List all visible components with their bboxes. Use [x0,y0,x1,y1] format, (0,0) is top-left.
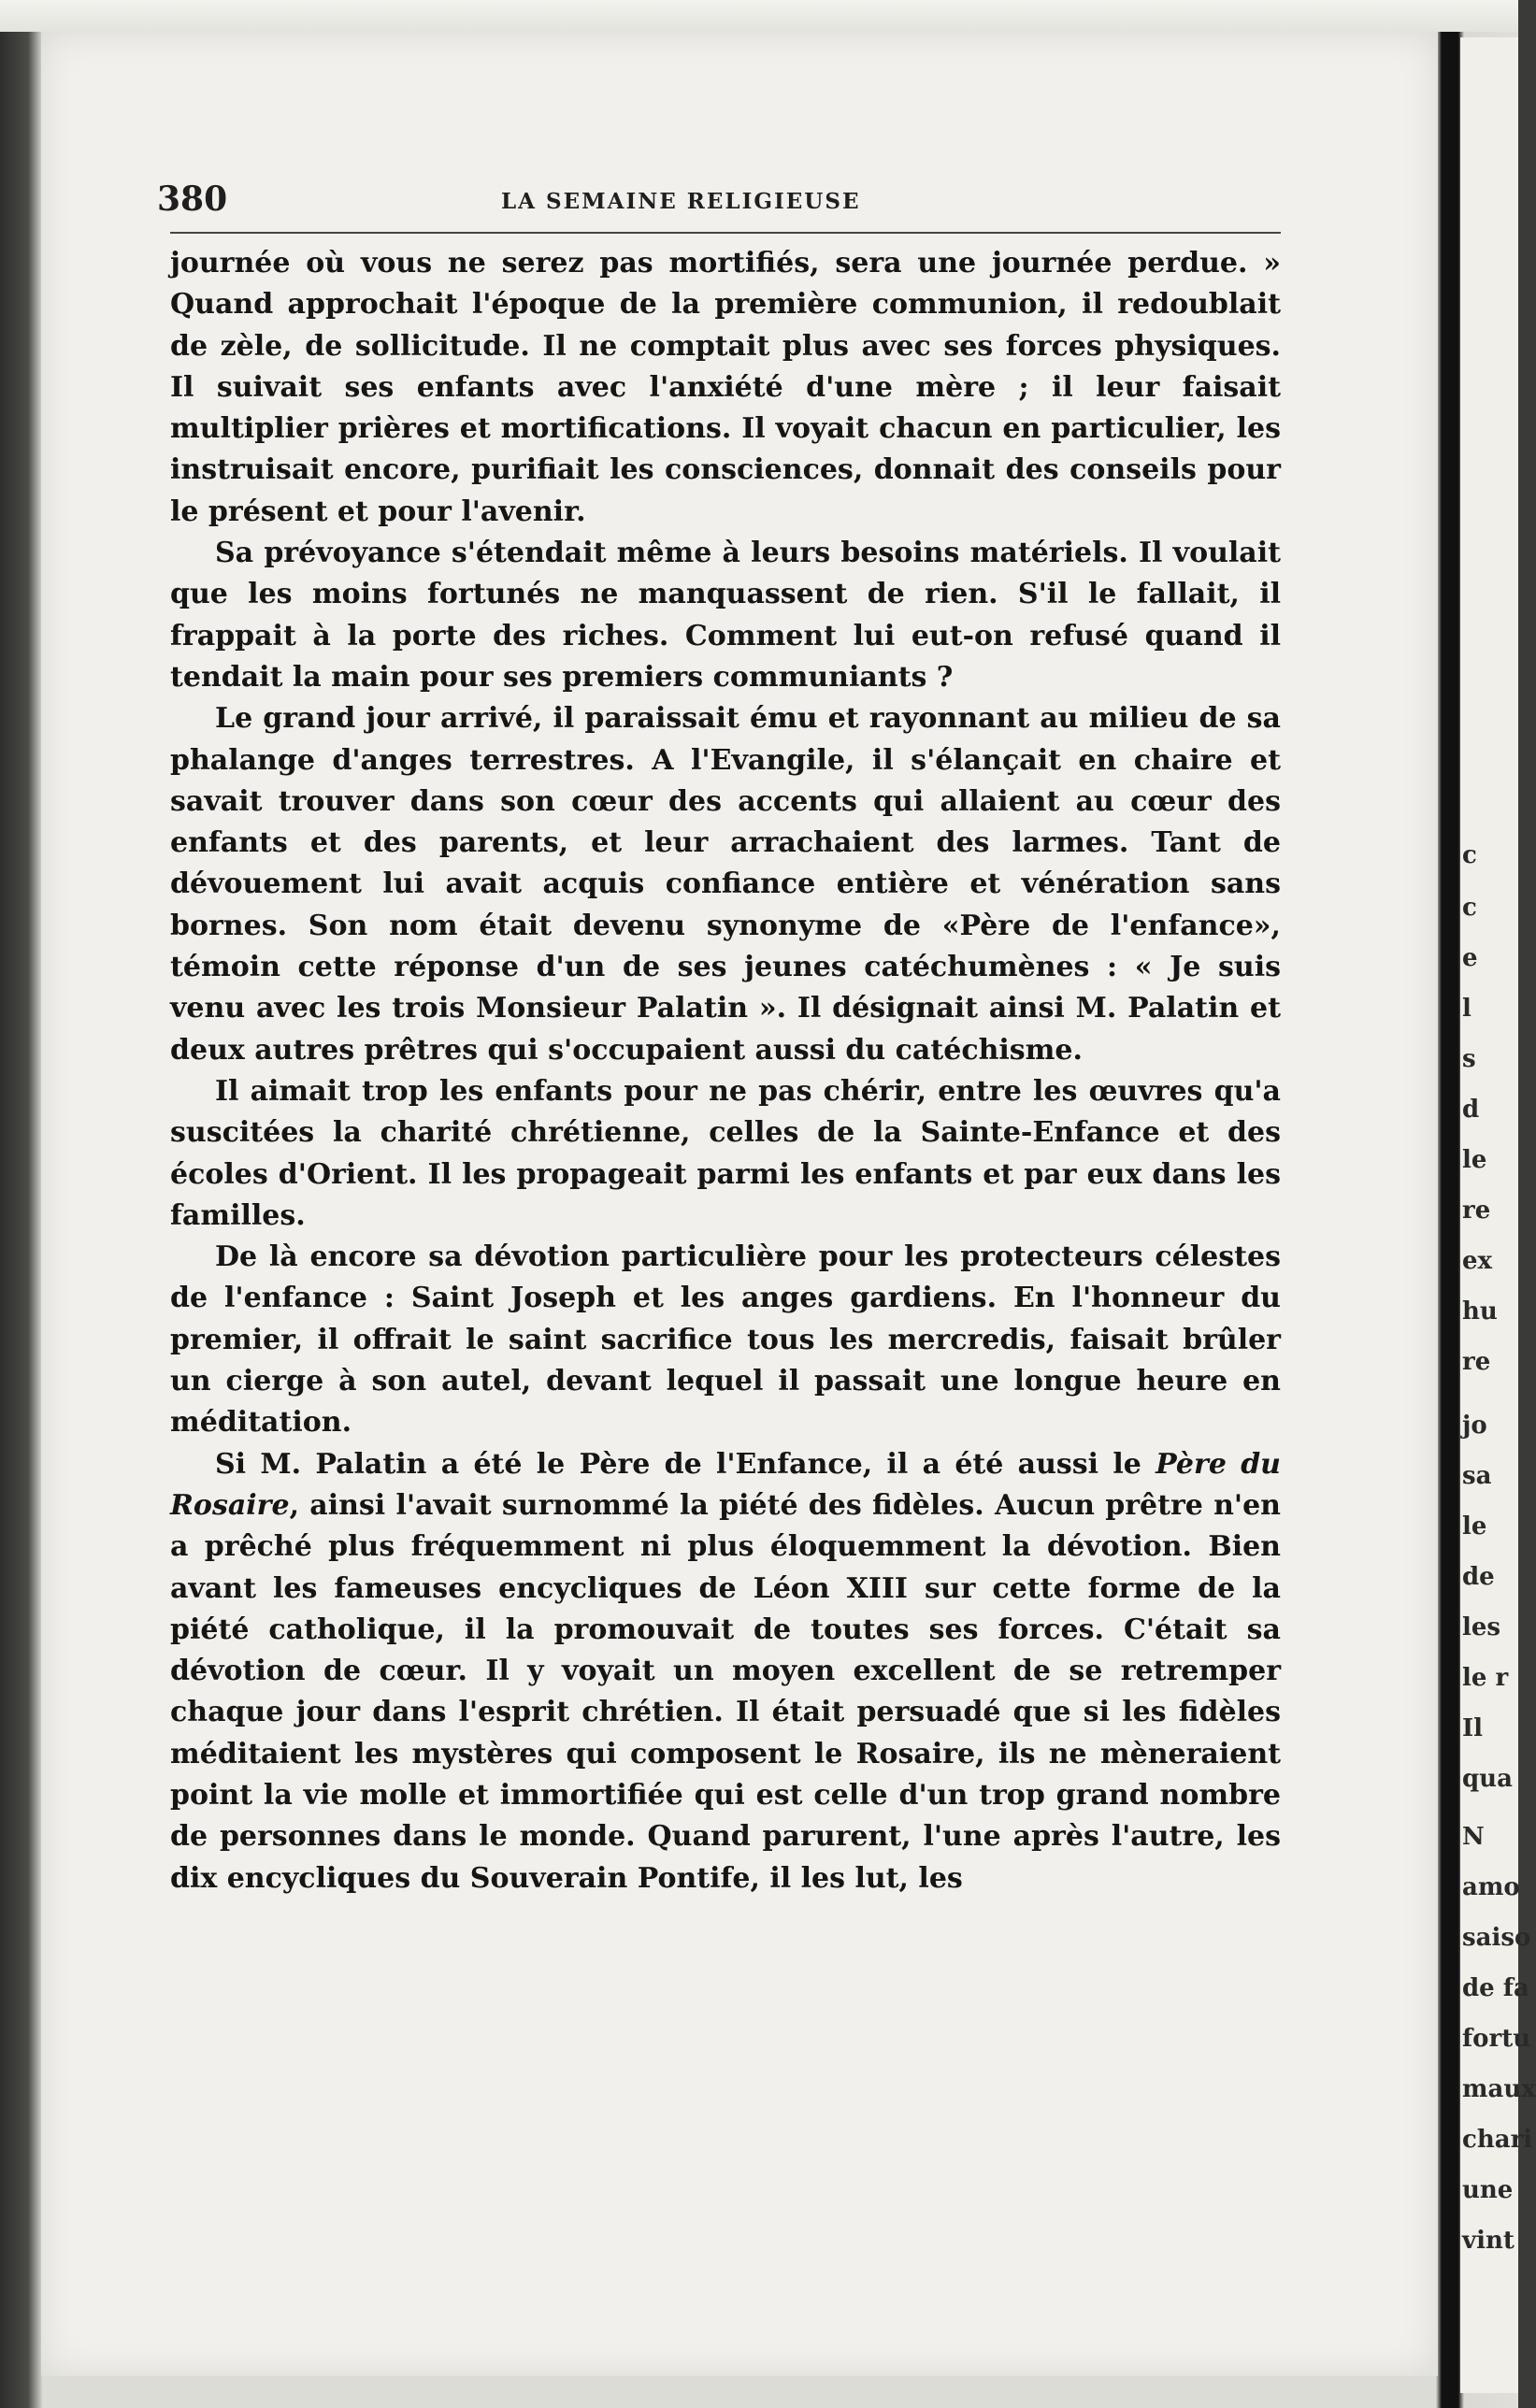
facing-page-fragment: e [1462,944,1478,972]
facing-page-fragment: le [1462,1512,1487,1541]
facing-page-edge [1460,37,1536,2393]
facing-page-fragment: hu [1462,1297,1498,1326]
facing-page-fragment: l [1462,995,1471,1023]
facing-page-fragment: fortu [1462,2025,1531,2053]
facing-page-fragment: c [1462,894,1477,922]
facing-page-fragment: de fa [1462,1974,1529,2002]
facing-page-fragment: chari [1462,2126,1533,2154]
left-page [41,32,1438,2376]
paragraph-1: journée où vous ne serez pas mortifiés, sera une journée perdue. » Quand approchait l'époque de la première communion, il redoublait de zèle, de sollicitude. Il ne comptait plus avec ses forces physiques. Il suivait ses enfants avec l'anxiété d'une mère ; il leur faisait multiplier prières et mortifications. Il voyait chacun en particulier, les instruisait encore, purifiait les consciences, donnait des conseils pour le présent et pour l'avenir. [170,247,1281,528]
paragraph-3: Le grand jour arrivé, il paraissait ému et rayonnant au milieu de sa phalange d'anges terrestres. A l'Evangile, il s'élançait en chaire et savait trouver dans son cœur des accents qui allaient au cœur des enfants et des parents, et leur arrachaient des larmes. Tant de dévouement lui avait acquis confiance entière et vénération sans bornes. Son nom était devenu synonyme de «Père de l'enfance», témoin cette réponse d'un de ses jeunes catéchumènes : « Je suis venu avec les trois Monsieur Palatin ». Il désignait ainsi M. Palatin et deux autres prêtres qui s'occupaient aussi du catéchisme. [170,702,1281,1067]
facing-page-fragment: qua [1462,1765,1513,1793]
facing-page-fragment: s [1462,1045,1476,1073]
scan-top-margin [0,0,1518,32]
paragraph-6-start: Si M. Palatin a été le Père de l'Enfance, il a été aussi le [215,1447,1156,1481]
facing-page-fragment: re [1462,1197,1491,1225]
facing-page-fragment: vint [1462,2227,1514,2255]
facing-page-fragment: re [1462,1348,1491,1376]
paragraph-2: Sa prévoyance s'étendait même à leurs besoins matériels. Il voulait que les moins fortunés ne manquassent de rien. S'il le fallait, il frappait à la porte des riches. Comment lui eut-on refusé quand il tendait la main pour ses premiers communiants ? [170,537,1281,694]
facing-page-fragment: le [1462,1146,1487,1174]
facing-page-fragment: N [1462,1823,1485,1851]
facing-page-fragment: le r [1462,1664,1509,1692]
facing-page-fragment: c [1462,841,1477,869]
page-number: 380 [157,179,228,219]
facing-page-fragment: jo [1462,1412,1487,1440]
facing-page-fragment: d [1462,1096,1480,1124]
paragraph-5: De là encore sa dévotion particulière pour les protecteurs célestes de l'enfance : Saint Joseph et les anges gardiens. En l'honneur du premier, il offrait le saint sacrifice tous les mercredis, faisait brûler un cierge à son autel, devant lequel il passait une longue heure en méditation. [170,1240,1281,1440]
facing-page-fragment: ex [1462,1247,1493,1275]
facing-page-fragment: sa [1462,1462,1492,1490]
facing-page-fragment: amo [1462,1873,1520,1901]
facing-page-fragment: saiso [1462,1924,1531,1952]
paragraph-6-rest: , ainsi l'avait surnommé la piété des fidèles. Aucun prêtre n'en a prêché plus fréquemment ni plus éloquemment la dévotion. Bien avant les fameuses encycliques de Léon XIII sur cette forme de la piété catholique, il la promouvait de toutes ses forces. C'était sa dévotion de cœur. Il y voyait un moyen excellent de se retremper chaque jour dans l'esprit chrétien. Il était persuadé que si les fidèles méditaient les mystères qui composent le Rosaire, ils ne mèneraient point la vie molle et immortifiée qui est celle d'un trop grand nombre de personnes dans le monde. Quand parurent, l'une après l'autre, les dix encycliques du Souverain Pontife, il les lut, les [170,1488,1281,1895]
paragraph-6-italic: Père du Rosaire [170,1447,1281,1522]
header-rule [170,232,1281,234]
facing-page-fragment: une [1462,2176,1514,2204]
paragraph-4: Il aimait trop les enfants pour ne pas chérir, entre les œuvres qu'a suscitées la charité chrétienne, celles de la Sainte-Enfance et des écoles d'Orient. Il les propageait parmi les enfants et par eux dans les familles. [170,1074,1281,1232]
paragraph-6 [170,1444,1281,1899]
facing-page-fragment: Il [1462,1714,1484,1742]
facing-page-fragment: les [1462,1613,1501,1641]
facing-page-fragment: de [1462,1563,1495,1591]
running-head: LA SEMAINE RELIGIEUSE [501,189,861,214]
facing-page-fragment: maux [1462,2075,1536,2103]
body-text [170,243,1281,1899]
page-header [157,172,1279,228]
